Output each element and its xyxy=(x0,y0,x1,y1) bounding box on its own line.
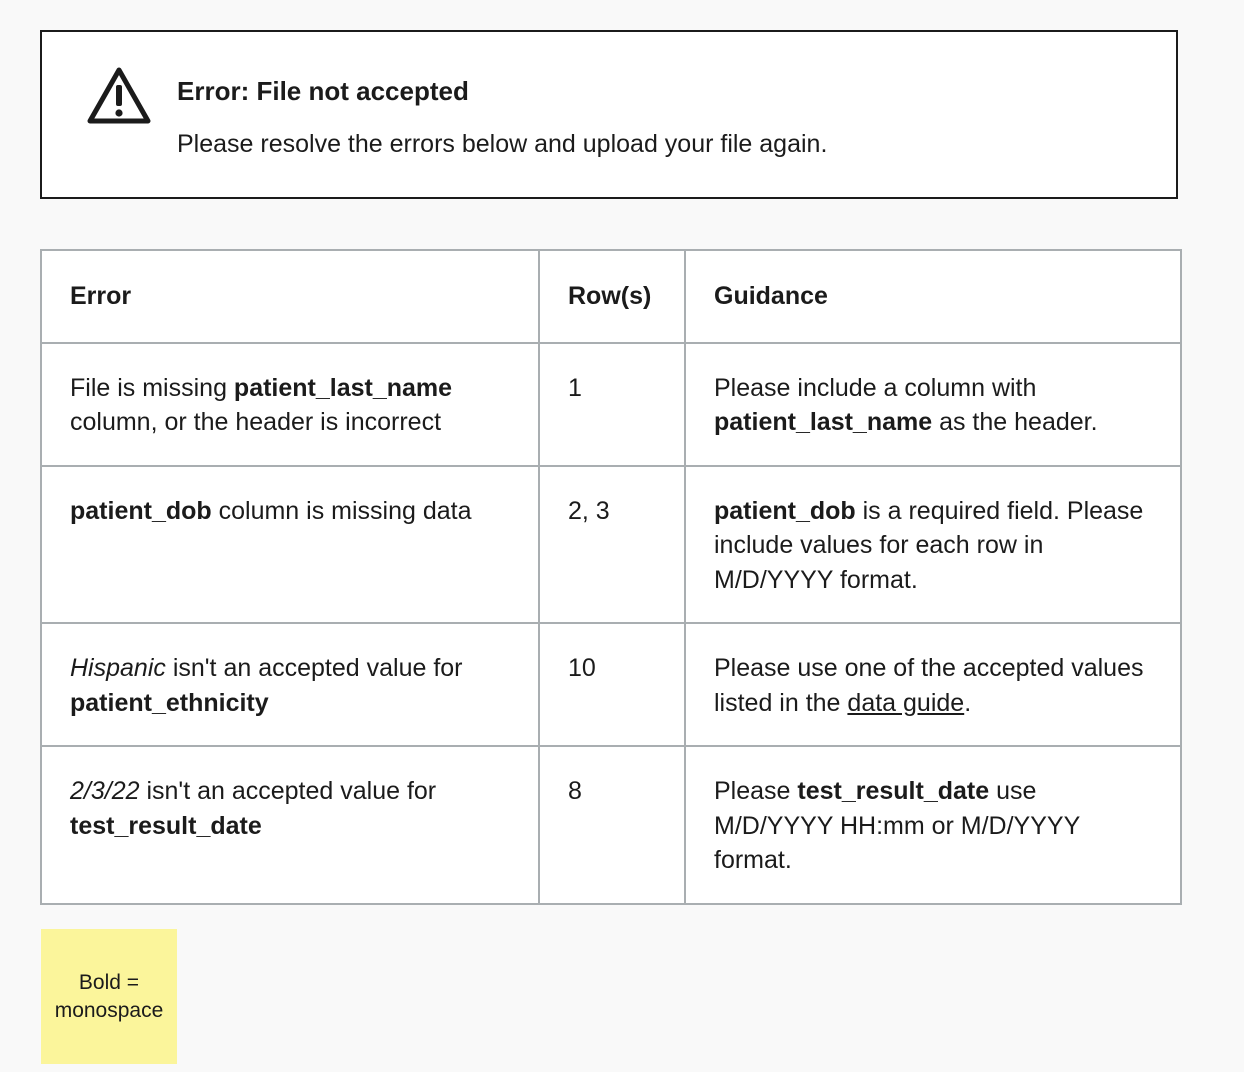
warning-icon xyxy=(87,67,151,125)
guidance-text: as the header. xyxy=(932,408,1098,436)
error-cell xyxy=(41,623,539,746)
table-header-row xyxy=(41,250,1181,343)
table-row xyxy=(41,623,1181,746)
column-header-rows: Row(s) xyxy=(539,250,685,343)
rows-cell: 10 xyxy=(539,623,685,746)
error-cell xyxy=(41,343,539,466)
field-name: patient_dob xyxy=(70,496,212,525)
guidance-text: . xyxy=(964,688,972,717)
guidance-text: is a required field. Please include values for each row in M/D/YYYY format. xyxy=(714,496,1144,594)
sticky-note-line: monospace xyxy=(54,999,164,1022)
rows-cell: 8 xyxy=(539,746,685,904)
error-text: File is missing xyxy=(70,373,234,402)
table-row xyxy=(41,466,1181,624)
error-cell xyxy=(41,746,539,904)
alert-message: Please resolve the errors below and upload your file again. xyxy=(177,130,828,158)
guidance-cell xyxy=(685,746,1181,904)
table-row xyxy=(41,343,1181,466)
error-alert xyxy=(40,30,1178,199)
field-name: patient_ethnicity xyxy=(70,688,269,717)
error-cell xyxy=(41,466,539,624)
guidance-text: Please use one of the accepted values listed in the xyxy=(714,654,1144,717)
field-name: patient_dob xyxy=(714,496,856,525)
column-header-error: Error xyxy=(41,250,539,343)
sticky-note xyxy=(41,929,177,1064)
guidance-cell xyxy=(685,623,1181,746)
error-text: isn't an accepted value for xyxy=(139,777,437,805)
field-name: test_result_date xyxy=(797,777,990,805)
guidance-text: Please include a column with xyxy=(714,373,1037,402)
rows-cell: 2, 3 xyxy=(539,466,685,624)
invalid-value: Hispanic xyxy=(70,654,166,682)
errors-table xyxy=(40,249,1182,905)
guidance-cell xyxy=(685,466,1181,624)
field-name: patient_last_name xyxy=(714,408,933,436)
field-name: patient_last_name xyxy=(233,373,453,402)
error-text: isn't an accepted value for xyxy=(165,654,463,682)
table-row xyxy=(41,746,1181,904)
data-guide-link[interactable]: data guide xyxy=(847,688,965,717)
error-text: column, or the header is incorrect xyxy=(70,408,442,436)
error-text: column is missing data xyxy=(211,496,472,525)
guidance-text: Please xyxy=(714,777,798,805)
guidance-cell xyxy=(685,343,1181,466)
column-header-guidance: Guidance xyxy=(685,250,1181,343)
sticky-note-line: Bold = xyxy=(78,971,140,994)
invalid-value: 2/3/22 xyxy=(70,777,140,805)
rows-cell: 1 xyxy=(539,343,685,466)
alert-heading: Error: File not accepted xyxy=(177,76,469,106)
guidance-text: use M/D/YYYY HH:mm or M/D/YYYY format. xyxy=(714,777,1080,874)
field-name: test_result_date xyxy=(70,811,262,840)
